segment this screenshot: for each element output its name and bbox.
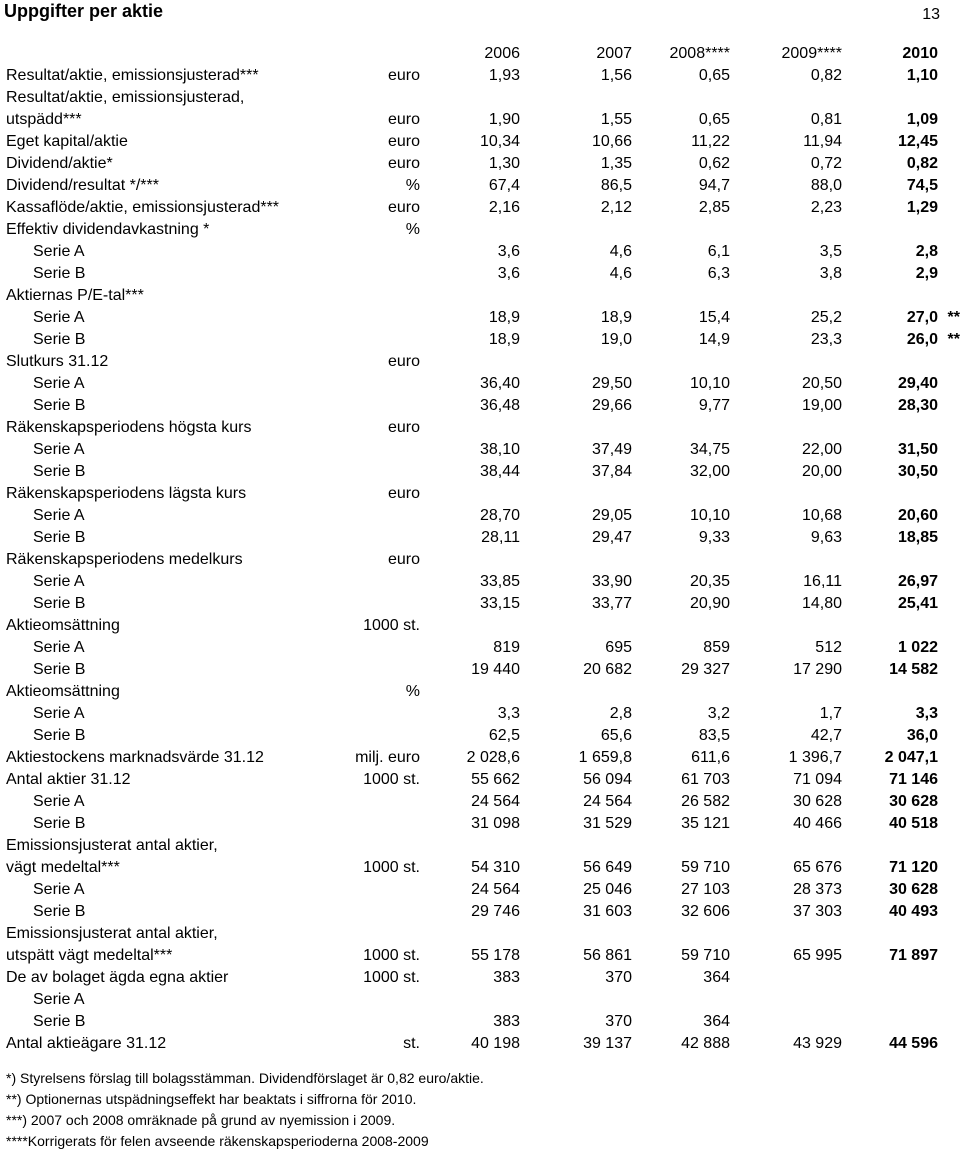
cell-value: 24 564: [583, 793, 632, 810]
per-share-table: [0, 43, 960, 1055]
table-row: [0, 967, 960, 989]
cell-value: 0,82: [810, 67, 842, 84]
cell-value: 14,80: [801, 595, 842, 612]
row-label: Serie B: [33, 1013, 86, 1030]
cell-value: 37,84: [591, 463, 632, 480]
row-unit: milj. euro: [355, 749, 420, 766]
row-label: Serie A: [33, 639, 85, 656]
cell-value: 383: [493, 969, 520, 986]
cell-value: 83,5: [698, 727, 730, 744]
row-label: utspädd***: [6, 111, 82, 128]
cell-value: 20 682: [583, 661, 632, 678]
cell-value: 3,8: [819, 265, 842, 282]
cell-value: 0,82: [906, 155, 938, 172]
cell-value: 30 628: [889, 793, 938, 810]
cell-value: 27 103: [681, 881, 730, 898]
cell-value: 62,5: [488, 727, 520, 744]
table-row: [0, 505, 960, 527]
cell-value: 1,90: [488, 111, 520, 128]
cell-value: 33,90: [591, 573, 632, 590]
year-header: 2009****: [781, 45, 842, 62]
cell-value: 25,41: [897, 595, 938, 612]
cell-value: 1 659,8: [578, 749, 632, 766]
cell-value: 20,35: [689, 573, 730, 590]
footnote: ****Korrigerats för felen avseende räkenskapsperioderna 2008-2009: [6, 1133, 429, 1149]
cell-value: 26,0: [906, 331, 938, 348]
cell-value: 43 929: [793, 1035, 842, 1052]
cell-value: 383: [493, 1013, 520, 1030]
cell-value: 20,60: [897, 507, 938, 524]
table-row: [0, 439, 960, 461]
cell-value: 36,40: [479, 375, 520, 392]
cell-value: 29,66: [591, 397, 632, 414]
cell-value: 4,6: [609, 265, 632, 282]
table-row: [0, 131, 960, 153]
cell-value: 30 628: [889, 881, 938, 898]
row-label: Antal aktieägare 31.12: [6, 1035, 167, 1052]
row-label: Aktieomsättning: [6, 617, 120, 634]
cell-value: 18,9: [600, 309, 632, 326]
row-label: Slutkurs 31.12: [6, 353, 109, 370]
cell-value: 19,0: [600, 331, 632, 348]
cell-value: 14,9: [698, 331, 730, 348]
table-row: [0, 1011, 960, 1033]
row-unit: %: [405, 221, 420, 238]
row-label: Räkenskapsperiodens lägsta kurs: [6, 485, 247, 502]
row-label: vägt medeltal***: [6, 859, 120, 876]
table-row: [0, 549, 960, 571]
row-label: Serie A: [33, 705, 85, 722]
table-row: [0, 989, 960, 1011]
cell-value: 18,9: [488, 331, 520, 348]
cell-value: 40 198: [471, 1035, 520, 1052]
cell-value: 40 493: [889, 903, 938, 920]
cell-value: 29 746: [471, 903, 520, 920]
row-label: Serie A: [33, 573, 85, 590]
table-row: [0, 307, 960, 329]
row-label: Räkenskapsperiodens medelkurs: [6, 551, 243, 568]
row-label: De av bolaget ägda egna aktier: [6, 969, 229, 986]
footnote-marker: **: [947, 331, 960, 348]
footnote: ***) 2007 och 2008 omräknade på grund av nyemission i 2009.: [6, 1112, 396, 1128]
cell-value: 42,7: [810, 727, 842, 744]
row-label: Serie B: [33, 529, 86, 546]
footnote-marker: **: [947, 309, 960, 326]
cell-value: 42 888: [681, 1035, 730, 1052]
row-label: Antal aktier 31.12: [6, 771, 131, 788]
table-row: [0, 219, 960, 241]
cell-value: 32,00: [689, 463, 730, 480]
row-unit: euro: [387, 551, 420, 568]
row-label: Aktieomsättning: [6, 683, 120, 700]
cell-value: 859: [703, 639, 730, 656]
cell-value: 28,70: [479, 507, 520, 524]
row-unit: 1000 st.: [363, 969, 420, 986]
cell-value: 36,48: [479, 397, 520, 414]
cell-value: 16,11: [803, 573, 842, 590]
cell-value: 31 603: [583, 903, 632, 920]
cell-value: 25,2: [810, 309, 842, 326]
row-label: Serie B: [33, 661, 86, 678]
table-row: [0, 373, 960, 395]
cell-value: 18,85: [897, 529, 938, 546]
table-row: [0, 175, 960, 197]
table-row: [0, 769, 960, 791]
cell-value: 88,0: [810, 177, 842, 194]
row-label: Emissionsjusterat antal aktier,: [6, 837, 218, 854]
table-row: [0, 879, 960, 901]
cell-value: 28,11: [481, 529, 520, 546]
row-label: Serie B: [33, 265, 86, 282]
row-unit: 1000 st.: [363, 947, 420, 964]
row-label: Resultat/aktie, emissionsjusterad***: [6, 67, 259, 84]
table-row: [0, 153, 960, 175]
cell-value: 29,40: [897, 375, 938, 392]
cell-value: 3,3: [497, 705, 520, 722]
table-row: [0, 285, 960, 307]
table-row: [0, 109, 960, 131]
table-row: [0, 725, 960, 747]
table-row: [0, 747, 960, 769]
cell-value: 2,85: [698, 199, 730, 216]
cell-value: 29,50: [591, 375, 632, 392]
table-row: [0, 835, 960, 857]
cell-value: 1,56: [600, 67, 632, 84]
row-label: Emissionsjusterat antal aktier,: [6, 925, 218, 942]
cell-value: 26,97: [897, 573, 938, 590]
table-row: [0, 901, 960, 923]
cell-value: 19 440: [471, 661, 520, 678]
year-header: 2008****: [669, 45, 730, 62]
cell-value: 71 146: [889, 771, 938, 788]
row-label: Serie A: [33, 507, 85, 524]
cell-value: 55 178: [471, 947, 520, 964]
row-label: Aktiestockens marknadsvärde 31.12: [6, 749, 264, 766]
cell-value: 34,75: [689, 441, 730, 458]
table-row: [0, 703, 960, 725]
cell-value: 364: [703, 1013, 730, 1030]
row-label: Serie A: [33, 309, 85, 326]
table-row: [0, 395, 960, 417]
row-label: Serie A: [33, 881, 85, 898]
row-label: Resultat/aktie, emissionsjusterad,: [6, 89, 245, 106]
year-header-row: [0, 43, 960, 65]
table-row: [0, 637, 960, 659]
cell-value: 1,35: [600, 155, 632, 172]
page-header: [0, 0, 960, 22]
table-row: [0, 857, 960, 879]
cell-value: 32 606: [681, 903, 730, 920]
footnote: *) Styrelsens förslag till bolagsstämman. Dividendförslaget är 0,82 euro/aktie.: [6, 1070, 484, 1086]
cell-value: 22,00: [801, 441, 842, 458]
row-unit: euro: [387, 419, 420, 436]
cell-value: 65 995: [793, 947, 842, 964]
row-label: Serie A: [33, 243, 85, 260]
table-row: [0, 571, 960, 593]
row-label: Serie B: [33, 903, 86, 920]
row-unit: 1000 st.: [363, 617, 420, 634]
cell-value: 56 649: [583, 859, 632, 876]
table-row: [0, 615, 960, 637]
row-unit: st.: [403, 1035, 420, 1052]
cell-value: 2 028,6: [466, 749, 520, 766]
cell-value: 9,33: [698, 529, 730, 546]
row-label: utspätt vägt medeltal***: [6, 947, 173, 964]
cell-value: 1,29: [906, 199, 938, 216]
cell-value: 9,63: [810, 529, 842, 546]
cell-value: 819: [493, 639, 520, 656]
cell-value: 24 564: [471, 793, 520, 810]
cell-value: 2,23: [810, 199, 842, 216]
cell-value: 0,65: [698, 67, 730, 84]
cell-value: 3,2: [707, 705, 730, 722]
cell-value: 28 373: [793, 881, 842, 898]
cell-value: 364: [703, 969, 730, 986]
table-row: [0, 813, 960, 835]
cell-value: 39 137: [583, 1035, 632, 1052]
cell-value: 1,09: [906, 111, 938, 128]
cell-value: 38,44: [479, 463, 520, 480]
cell-value: 74,5: [906, 177, 938, 194]
cell-value: 1 396,7: [788, 749, 842, 766]
cell-value: 3,6: [497, 265, 520, 282]
cell-value: 29,05: [591, 507, 632, 524]
table-row: [0, 241, 960, 263]
cell-value: 14 582: [889, 661, 938, 678]
table-row: [0, 329, 960, 351]
cell-value: 4,6: [609, 243, 632, 260]
row-label: Serie A: [33, 793, 85, 810]
cell-value: 0,72: [810, 155, 842, 172]
row-label: Dividend/resultat */***: [6, 177, 159, 194]
cell-value: 20,00: [801, 463, 842, 480]
page-number: 13: [922, 6, 940, 23]
table-row: [0, 417, 960, 439]
cell-value: 25 046: [583, 881, 632, 898]
table-row: [0, 197, 960, 219]
cell-value: 30,50: [897, 463, 938, 480]
cell-value: 61 703: [681, 771, 730, 788]
cell-value: 35 121: [681, 815, 730, 832]
cell-value: 37 303: [793, 903, 842, 920]
cell-value: 611,6: [691, 749, 730, 766]
table-row: [0, 65, 960, 87]
cell-value: 3,3: [915, 705, 938, 722]
cell-value: 0,81: [810, 111, 842, 128]
row-label: Serie B: [33, 815, 86, 832]
cell-value: 0,62: [698, 155, 730, 172]
table-row: [0, 945, 960, 967]
cell-value: 2,16: [488, 199, 520, 216]
footnote: **) Optionernas utspädningseffekt har beaktats i siffrorna för 2010.: [6, 1091, 417, 1107]
row-label: Serie A: [33, 441, 85, 458]
cell-value: 71 094: [793, 771, 842, 788]
row-label: Aktiernas P/E-tal***: [6, 287, 144, 304]
table-row: [0, 87, 960, 109]
cell-value: 3,5: [819, 243, 842, 260]
table-row: [0, 659, 960, 681]
cell-value: 27,0: [906, 309, 938, 326]
cell-value: 20,90: [689, 595, 730, 612]
row-unit: euro: [387, 111, 420, 128]
row-unit: euro: [387, 155, 420, 172]
row-label: Serie B: [33, 463, 86, 480]
cell-value: 1 022: [897, 639, 938, 656]
row-unit: euro: [387, 199, 420, 216]
cell-value: 36,0: [906, 727, 938, 744]
cell-value: 10,66: [591, 133, 632, 150]
table-row: [0, 351, 960, 373]
cell-value: 1,93: [488, 67, 520, 84]
cell-value: 40 466: [793, 815, 842, 832]
table-row: [0, 791, 960, 813]
cell-value: 3,6: [497, 243, 520, 260]
cell-value: 370: [605, 1013, 632, 1030]
cell-value: 65,6: [600, 727, 632, 744]
cell-value: 55 662: [471, 771, 520, 788]
row-unit: 1000 st.: [363, 771, 420, 788]
row-label: Effektiv dividendavkastning *: [6, 221, 210, 238]
cell-value: 59 710: [681, 859, 730, 876]
year-header: 2006: [484, 45, 520, 62]
cell-value: 33,15: [479, 595, 520, 612]
table-row: [0, 1033, 960, 1055]
row-label: Serie A: [33, 375, 85, 392]
table-row: [0, 593, 960, 615]
row-label: Kassaflöde/aktie, emissionsjusterad***: [6, 199, 280, 216]
cell-value: 10,10: [689, 375, 730, 392]
row-unit: euro: [387, 485, 420, 502]
cell-value: 2,8: [915, 243, 938, 260]
row-label: Serie A: [33, 991, 85, 1008]
row-unit: %: [405, 177, 420, 194]
cell-value: 512: [815, 639, 842, 656]
cell-value: 86,5: [600, 177, 632, 194]
cell-value: 2,8: [609, 705, 632, 722]
cell-value: 1,10: [906, 67, 938, 84]
cell-value: 26 582: [681, 793, 730, 810]
year-header: 2010: [902, 45, 938, 62]
page-title: Uppgifter per aktie: [4, 1, 164, 21]
cell-value: 44 596: [889, 1035, 938, 1052]
row-unit: 1000 st.: [363, 859, 420, 876]
row-label: Serie B: [33, 397, 86, 414]
cell-value: 17 290: [793, 661, 842, 678]
year-header: 2007: [596, 45, 632, 62]
table-row: [0, 263, 960, 285]
footnotes: [6, 1068, 484, 1152]
table-row: [0, 527, 960, 549]
cell-value: 9,77: [698, 397, 730, 414]
cell-value: 24 564: [471, 881, 520, 898]
cell-value: 2,12: [600, 199, 632, 216]
cell-value: 31 098: [471, 815, 520, 832]
row-label: Eget kapital/aktie: [6, 133, 128, 150]
cell-value: 695: [605, 639, 632, 656]
cell-value: 10,68: [801, 507, 842, 524]
cell-value: 20,50: [801, 375, 842, 392]
row-label: Serie B: [33, 727, 86, 744]
cell-value: 1,7: [819, 705, 842, 722]
cell-value: 37,49: [591, 441, 632, 458]
table-row: [0, 681, 960, 703]
cell-value: 56 094: [583, 771, 632, 788]
table-row: [0, 483, 960, 505]
row-label: Räkenskapsperiodens högsta kurs: [6, 419, 252, 436]
cell-value: 94,7: [698, 177, 730, 194]
row-label: Serie B: [33, 595, 86, 612]
cell-value: 28,30: [897, 397, 938, 414]
cell-value: 11,22: [691, 133, 730, 150]
cell-value: 56 861: [583, 947, 632, 964]
row-unit: euro: [387, 67, 420, 84]
row-unit: euro: [387, 353, 420, 370]
cell-value: 1,55: [600, 111, 632, 128]
cell-value: 30 628: [793, 793, 842, 810]
table-row: [0, 461, 960, 483]
cell-value: 38,10: [479, 441, 520, 458]
cell-value: 54 310: [471, 859, 520, 876]
cell-value: 6,1: [707, 243, 730, 260]
cell-value: 31,50: [897, 441, 938, 458]
cell-value: 33,85: [479, 573, 520, 590]
cell-value: 2,9: [915, 265, 938, 282]
cell-value: 23,3: [810, 331, 842, 348]
row-unit: %: [405, 683, 420, 700]
cell-value: 12,45: [897, 133, 938, 150]
cell-value: 59 710: [681, 947, 730, 964]
cell-value: 1,30: [488, 155, 520, 172]
cell-value: 18,9: [488, 309, 520, 326]
cell-value: 2 047,1: [884, 749, 938, 766]
cell-value: 29 327: [681, 661, 730, 678]
cell-value: 40 518: [889, 815, 938, 832]
table-row: [0, 923, 960, 945]
cell-value: 10,10: [689, 507, 730, 524]
cell-value: 6,3: [707, 265, 730, 282]
cell-value: 71 120: [889, 859, 938, 876]
cell-value: 65 676: [793, 859, 842, 876]
cell-value: 33,77: [591, 595, 632, 612]
cell-value: 11,94: [803, 133, 842, 150]
cell-value: 29,47: [591, 529, 632, 546]
row-unit: euro: [387, 133, 420, 150]
cell-value: 10,34: [479, 133, 520, 150]
cell-value: 370: [605, 969, 632, 986]
cell-value: 31 529: [583, 815, 632, 832]
row-label: Serie B: [33, 331, 86, 348]
cell-value: 0,65: [698, 111, 730, 128]
cell-value: 71 897: [889, 947, 938, 964]
row-label: Dividend/aktie*: [6, 155, 113, 172]
cell-value: 15,4: [698, 309, 730, 326]
cell-value: 19,00: [801, 397, 842, 414]
cell-value: 67,4: [488, 177, 520, 194]
